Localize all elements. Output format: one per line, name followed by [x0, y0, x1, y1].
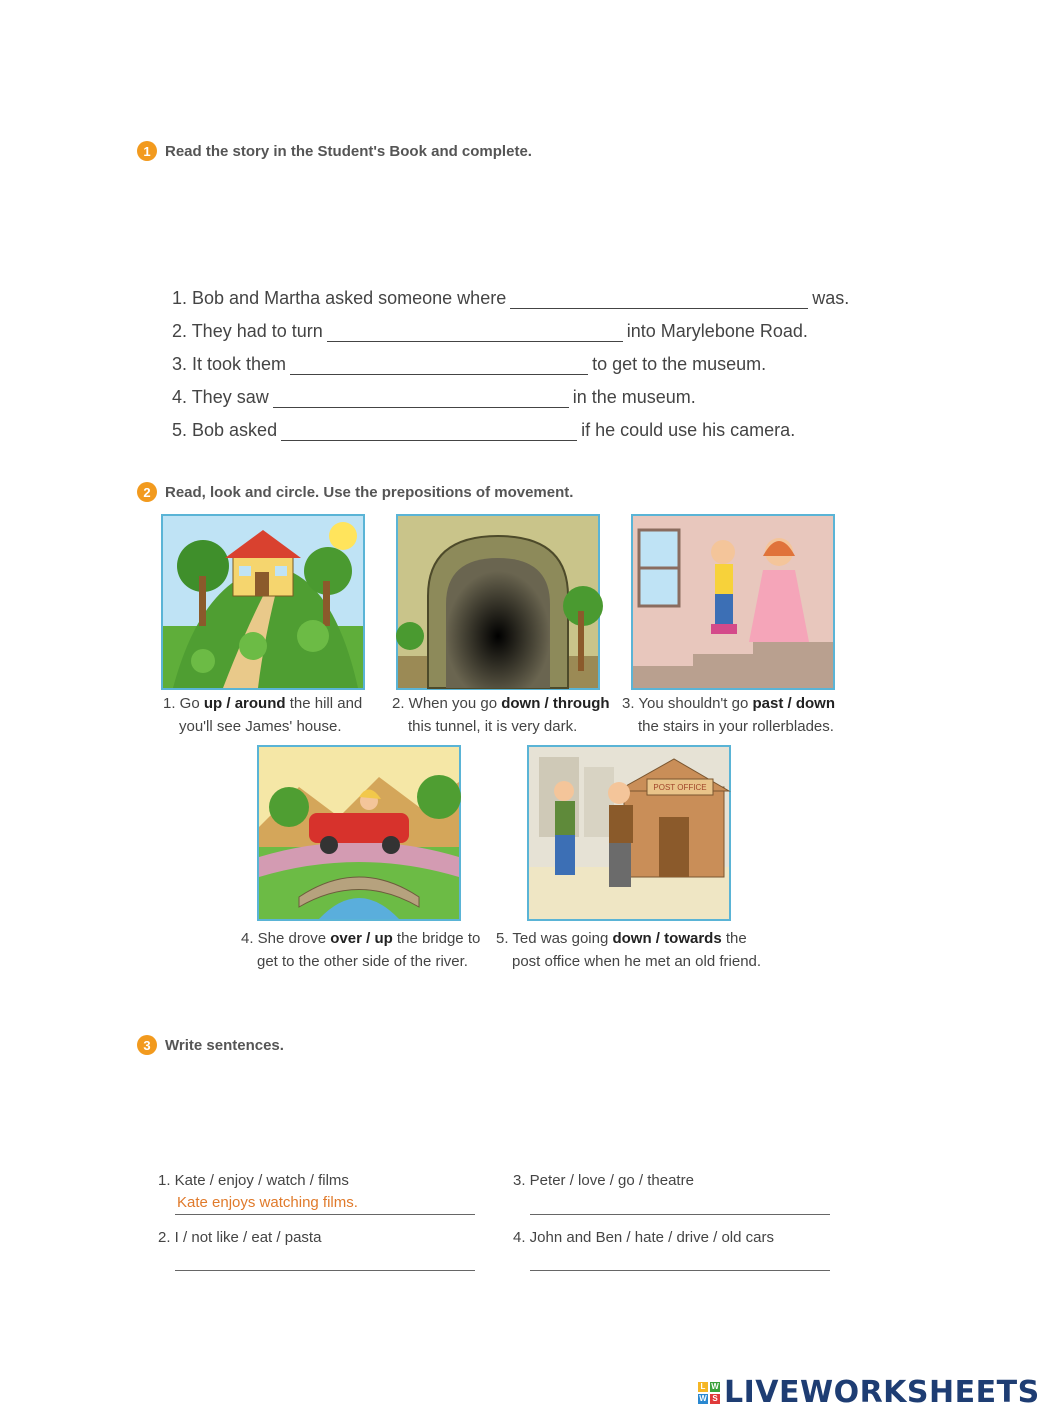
ex3-prompt-4: 4. John and Ben / hate / drive / old cars [513, 1229, 774, 1246]
ex1-item-4-blank[interactable] [273, 389, 569, 408]
ex3-prompt-2: 2. I / not like / eat / pasta [158, 1229, 322, 1246]
logo-tile-2: W [711, 1381, 719, 1391]
caption-3-pre: 3. You shouldn't go [622, 695, 753, 712]
caption-5-line2: post office when he met an old friend. [512, 953, 762, 970]
bridge-car-illustration [259, 747, 459, 919]
ex1-item-2-before: 2. They had to turn [172, 321, 323, 341]
post-office-sign: POST OFFICE [653, 783, 707, 792]
ex1-number-badge: 1 [137, 141, 157, 161]
ex3-answer-field-2[interactable] [175, 1250, 475, 1271]
ex1-instruction: Read the story in the Student's Book and complete. [165, 142, 532, 160]
ex1-item-5-blank[interactable] [281, 422, 577, 441]
ex3-answer-field-4[interactable] [530, 1250, 830, 1271]
caption-2-option-through[interactable]: through [552, 695, 610, 712]
hill-house-illustration [163, 516, 363, 688]
ex3-number-badge: 3 [137, 1035, 157, 1055]
logo-tile-4: S [710, 1394, 720, 1404]
ex3-prompt-3: 3. Peter / love / go / theatre [513, 1172, 694, 1189]
ex1-item-1 [172, 288, 849, 309]
ex1-item-4 [172, 387, 696, 408]
caption-4 [241, 927, 491, 973]
caption-5-option-down[interactable]: down [612, 930, 652, 947]
ex1-item-3-before: 3. It took them [172, 354, 287, 374]
ex1-item-1-after: was. [812, 288, 850, 308]
logo-tiles-icon [698, 1382, 720, 1404]
caption-4-line2: get to the other side of the river. [257, 953, 468, 970]
caption-2-option-down[interactable]: down [501, 695, 541, 712]
picture-stairs [631, 514, 835, 690]
ex2-heading [137, 482, 573, 502]
ex1-item-3 [172, 354, 766, 375]
caption-5-post: the [721, 930, 747, 947]
ex1-item-4-before: 4. They saw [172, 387, 269, 407]
logo-tile-1: L [698, 1382, 708, 1392]
caption-1 [163, 692, 373, 738]
ex1-item-5-after: if he could use his camera. [581, 420, 796, 440]
ex1-item-5-before: 5. Bob asked [172, 420, 278, 440]
tunnel-illustration [398, 516, 598, 688]
ex3-heading [137, 1035, 284, 1055]
caption-4-option-over[interactable]: over [330, 930, 362, 947]
caption-1-option-up[interactable]: up [203, 695, 223, 712]
ex1-item-2-after: into Marylebone Road. [626, 321, 808, 341]
caption-3-option-past[interactable]: past [752, 695, 784, 712]
caption-1-pre: 1. Go [163, 695, 204, 712]
ex2-instruction: Read, look and circle. Use the prepositions of movement. [165, 483, 574, 501]
ex2-number-badge: 2 [137, 482, 157, 502]
post-office-illustration [529, 747, 729, 919]
caption-5-option-towards[interactable]: towards [664, 930, 722, 947]
caption-1-option-around[interactable]: around [234, 695, 286, 712]
caption-4-sep: / [361, 930, 375, 947]
picture-bridge-car [257, 745, 461, 921]
caption-5-sep: / [651, 930, 665, 947]
ex1-item-4-after: in the museum. [572, 387, 696, 407]
caption-3 [622, 692, 847, 738]
ex3-answer-field-3[interactable] [530, 1194, 830, 1215]
caption-2-line2: this tunnel, it is very dark. [408, 718, 578, 735]
ex3-answer-field-1[interactable] [175, 1194, 475, 1215]
ex1-item-3-blank[interactable] [290, 356, 588, 375]
ex1-item-2-blank[interactable] [327, 323, 623, 342]
ex3-prompt-1: 1. Kate / enjoy / watch / films [158, 1172, 349, 1189]
caption-4-post: the bridge to [392, 930, 481, 947]
caption-4-pre: 4. She drove [241, 930, 331, 947]
ex3-instruction: Write sentences. [165, 1036, 284, 1054]
logo-tile-3: W [699, 1393, 707, 1403]
picture-tunnel [396, 514, 600, 690]
stairs-illustration [633, 516, 833, 688]
liveworksheets-logo[interactable] [698, 1375, 1040, 1410]
caption-2-sep: / [540, 695, 553, 712]
ex1-item-2 [172, 321, 808, 342]
caption-2-pre: 2. When you go [392, 695, 502, 712]
caption-1-post: the hill and [285, 695, 363, 712]
ex1-item-5 [172, 420, 795, 441]
caption-1-sep: / [222, 695, 235, 712]
ex1-item-3-after: to get to the museum. [592, 354, 767, 374]
caption-4-option-up[interactable]: up [374, 930, 393, 947]
ex1-item-1-before: 1. Bob and Martha asked someone where [172, 288, 507, 308]
caption-3-line2: the stairs in your rollerblades. [638, 718, 834, 735]
caption-3-option-down[interactable]: down [795, 695, 835, 712]
picture-post-office [527, 745, 731, 921]
logo-text: LIVEWORKSHEETS [724, 1375, 1040, 1410]
caption-2 [392, 692, 617, 738]
ex1-item-1-blank[interactable] [510, 290, 808, 309]
ex3-answer-1: Kate enjoys watching films. [177, 1194, 358, 1211]
caption-5 [496, 927, 786, 973]
caption-3-sep: / [783, 695, 796, 712]
caption-1-line2: you'll see James' house. [179, 718, 342, 735]
caption-5-pre: 5. Ted was going [496, 930, 613, 947]
ex1-heading [137, 141, 532, 161]
picture-hill-house [161, 514, 365, 690]
